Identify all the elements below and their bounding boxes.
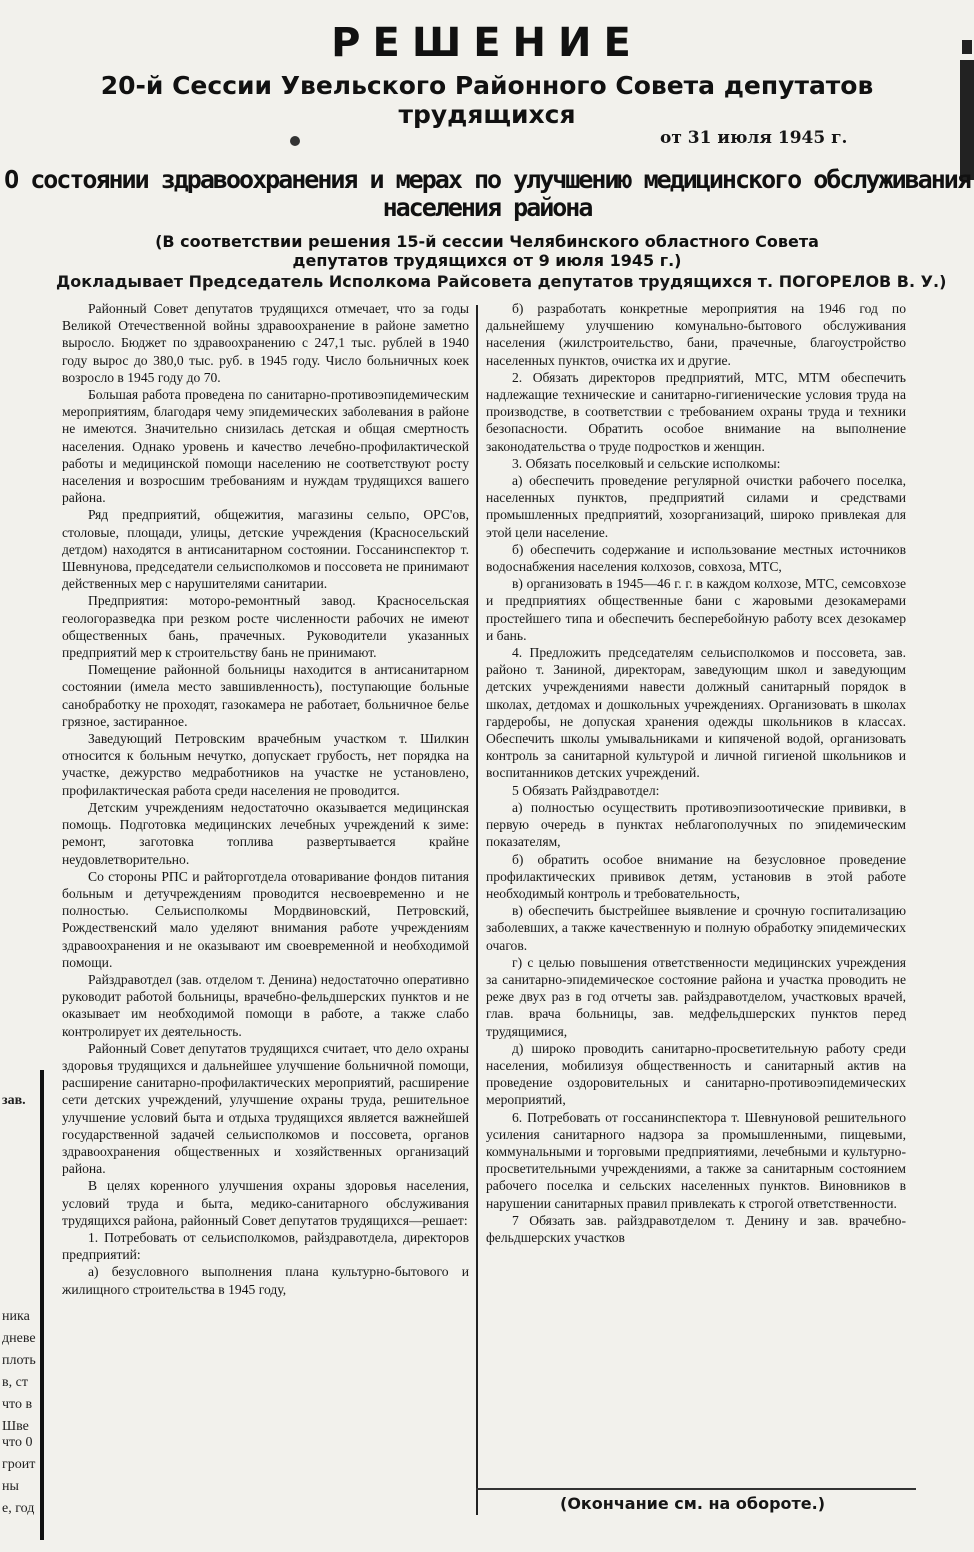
paragraph: Районный Совет депутатов трудящихся считает, что дело охраны здоровья трудящихся и дальнейшее улучшение больничной помощи, расширение санитарно-профилактических мероприятий, расширение сети детских учреждений, улучшение охраны труда, решительное улучшение условий быта и отдыха трудящихся является важнейшей государственной задачей сельисполкомов и поссовета, органов здравоохранения общественных и хозяйственных организаций района. xyxy=(62,1040,469,1177)
paragraph: а) безусловного выполнения плана культурно-бытового и жилищного строительства в 1945 году, xyxy=(62,1264,469,1297)
paragraph: б) обеспечить содержание и использование местных источников водоснабжения населения колхозов, совхоза, МТС, xyxy=(486,541,906,575)
margin-fragment: что 0 гроит ны е, год xyxy=(2,1435,36,1516)
paragraph: 5 Обязать Райздравотдел: xyxy=(512,782,660,798)
continuation-note: (Окончание см. на обороте.) xyxy=(560,1494,826,1513)
paragraph: б) обратить особое внимание на безусловное проведение профилактических прививок детям, установив в этой работе необходимый контроль и требовательность, xyxy=(486,851,906,901)
paragraph: 4. Предложить председателям сельисполкомов и поссовета, зав. районо т. Заниной, директорам, заведующим школ и заведующим детских учреждениями навести должный санитарный порядок в школах, детдомах и дошкольных учреждениях. Организовать в школах гардеробы, не допуская хранения одежды школьников в классах. Обеспечить школы умывальниками и кипяченой водой, организовать контроль за санитарной культурой и личной гигиеной школьников и воспитанников детских учреждений. xyxy=(486,645,906,781)
paragraph: Предприятия: моторо-ремонтный завод. Красносельская геологоразведка при резком росте численности рабочих не имеют общественных бань, прачечных. Руководители указанных предприятий мер к строительству бань не принимают. xyxy=(62,593,469,661)
right-column xyxy=(486,300,906,1246)
paragraph: 7 Обязать зав. райздравотделом т. Денину и зав. врачебно-фельдшерских участков xyxy=(486,1212,906,1245)
paragraph: а) обеспечить проведение регулярной очистки рабочего поселка, населенных пунктов, предприятий силами и средствами промышленных предприятий, хозорганизаций, широко привлекая для этой цели население. xyxy=(486,473,906,540)
paragraph: Районный Совет депутатов трудящихся отмечает, что за годы Великой Отечественной войны здравоохранение в районе заметно выросло. Бюджет по здравоохранению с 247,1 тыс. рублей в 1940 году вырос до 380,0 тыс. руб. в 1945 году. Число больничных коек возросло в 1945 году до 70. xyxy=(62,301,469,385)
basis-note xyxy=(0,232,974,270)
end-rule xyxy=(476,1488,916,1490)
left-column xyxy=(62,300,469,1298)
paragraph: 6. Потребовать от госсанинспектора т. Шевнуновой решительного усиления санитарного надзора за промышленными, пищевыми, коммунальными и торговыми предприятиями, лечебными и культурно-просветительными учреждениями, а также за санитарным состоянием рабочего поселка и сельских населенных пунктов. Виновников в нарушении санитарных правил привлекать к строгой ответственности. xyxy=(486,1109,906,1211)
session-heading-cont: трудящихся xyxy=(398,100,576,129)
paragraph: Райздравотдел (зав. отделом т. Денина) недостаточно оперативно руководит работой больницы, врачебно-фельдшерских пунктов и не оказывает им необходимой помощи в работе, а также слабо контролирует их деятельность. xyxy=(62,971,469,1039)
column-divider xyxy=(476,305,478,1515)
margin-ink-bar xyxy=(40,1070,44,1540)
paragraph: 3. Обязать поселковый и сельские исполкомы: xyxy=(512,455,781,471)
document-date: от 31 июля 1945 г. xyxy=(660,128,848,148)
paragraph: Детским учреждениям недостаточно оказывается медицинская помощь. Подготовка медицинских лечебных учреждений к зиме: ремонт, заготовка топлива развертывается крайне неудовлетворительно. xyxy=(62,799,469,867)
margin-fragment: зав. xyxy=(2,1093,26,1108)
paragraph: б) разработать конкретные мероприятия на 1946 год по дальнейшему улучшению комунально-бытового обслуживания населения (жилстроительство, бани, прачечные, благоустройство населенных пунктов, очистка их и другие. xyxy=(486,301,906,368)
paragraph: 1. Потребовать от сельисполкомов, райздравотдела, директоров предприятий: xyxy=(62,1229,469,1263)
paragraph: Со стороны РПС и райторготдела отоваривание фондов питания больным и детучреждениям проводится несвоевременно и не полностью. Сельисполкомы Мордвиновский, Петровский, Рождественский мало уделяют внимания работе учреждениям здравоохранения и не оказывают им своевременной и необходимой помощи. xyxy=(62,868,469,970)
reporter-line: Докладывает Председатель Исполкома Райсовета депутатов трудящихся т. ПОГОРЕЛОВ В. У.) xyxy=(56,272,947,291)
paragraph: в) организовать в 1945—46 г. г. в каждом колхозе, МТС, семсовхозе и предприятиях общественные бани с жаровыми дезокамерами простейшего типа и обеспечить бесперебойную работу всех дезокамер и бань. xyxy=(486,576,906,643)
basis-line: депутатов трудящихся от 9 июля 1945 г.) xyxy=(292,251,682,270)
paragraph: Заведующий Петровским врачебным участком т. Шилкин относится к больным нечутко, допускает грубость, нет порядка на участке, дежурство медработников на участке не установлено, профилактическая работа среди населения не проводится. xyxy=(62,731,469,798)
paragraph: Ряд предприятий, общежития, магазины сельпо, ОРС'ов, столовые, площади, улицы, детские учреждения (Красносельский детдом) находятся в антисанитарном состоянии. Госсанинспектор т. Шевнунова, председатели сельисполкомов и поссовета не принимают действенных мер с нарушителями санитарии. xyxy=(62,507,469,592)
margin-fragment: ника дневе плоть в, ст что в Шве xyxy=(2,1309,36,1434)
paragraph: г) с целью повышения ответственности медицинских учреждения за санитарно-эпидемическое состояние района и участка проводить не реже двух раз в год отчеты зав. райздравотделом, участковых врачей, глав. врача больницы, зав. медфельдшерских пунктов перед трудящимися, xyxy=(486,954,906,1039)
subject-heading-cont: населения района xyxy=(382,193,592,222)
paragraph: д) широко проводить санитарно-просветительную работу среди населения, мобилизуя общественность и санитарный актив на проведение оздоровительных и санитарно-противоэпидемических мероприятий, xyxy=(486,1040,906,1108)
session-heading: 20-й Сессии Увельского Районного Совета депутатов xyxy=(100,71,874,100)
paragraph: в) обеспечить быстрейшее выявление и срочную госпитализацию заболевших, а также качественную и полную обработку эпидемических очагов. xyxy=(486,903,906,953)
paragraph: а) полностью осуществить противоэпизоотические прививки, в первую очередь в пунктах неблагополучных по эпидемическим показателям, xyxy=(486,799,906,850)
paragraph: Большая работа проведена по санитарно-противоэпидемическим мероприятиям, благодаря чему эпидемических заболевания в районе не имеются. Значительно снизилась детская и общая смертность населения. Однако уровень и качество лечебно-профилактической работы и медицинской помощи населению не соответствуют росту населения и возросшим требованиям и нуждам трудящихся вашего района. xyxy=(62,387,469,506)
basis-line: (В соответствии решения 15-й сессии Челябинского областного Совета xyxy=(155,232,819,251)
document-title: РЕШЕНИЕ xyxy=(331,20,643,66)
paragraph: В целях коренного улучшения охраны здоровья населения, условий труда и быта, медико-санитарного обслуживания трудящихся района, районный Совет депутатов трудящихся—решает: xyxy=(62,1178,469,1228)
paragraph: 2. Обязать директоров предприятий, МТС, МТМ обеспечить надлежащие технические и санитарно-гигиенические условия труда на производстве, в соответствии с требованием охраны труда и техники безопасности. Обратить особое внимание на выполнение законодательства о труде подростков и женщин. xyxy=(486,369,906,454)
paragraph: Помещение районной больницы находится в антисанитарном состоянии (имела место завшивленность), поступающие больные санобработку не проходят, газокамера не работает, больничное белье грязное, застиранное. xyxy=(62,662,469,729)
ink-dot xyxy=(290,136,300,146)
subject-heading: О состоянии здравоохранения и мерах по улучшению медицинского обслуживания xyxy=(4,165,970,194)
